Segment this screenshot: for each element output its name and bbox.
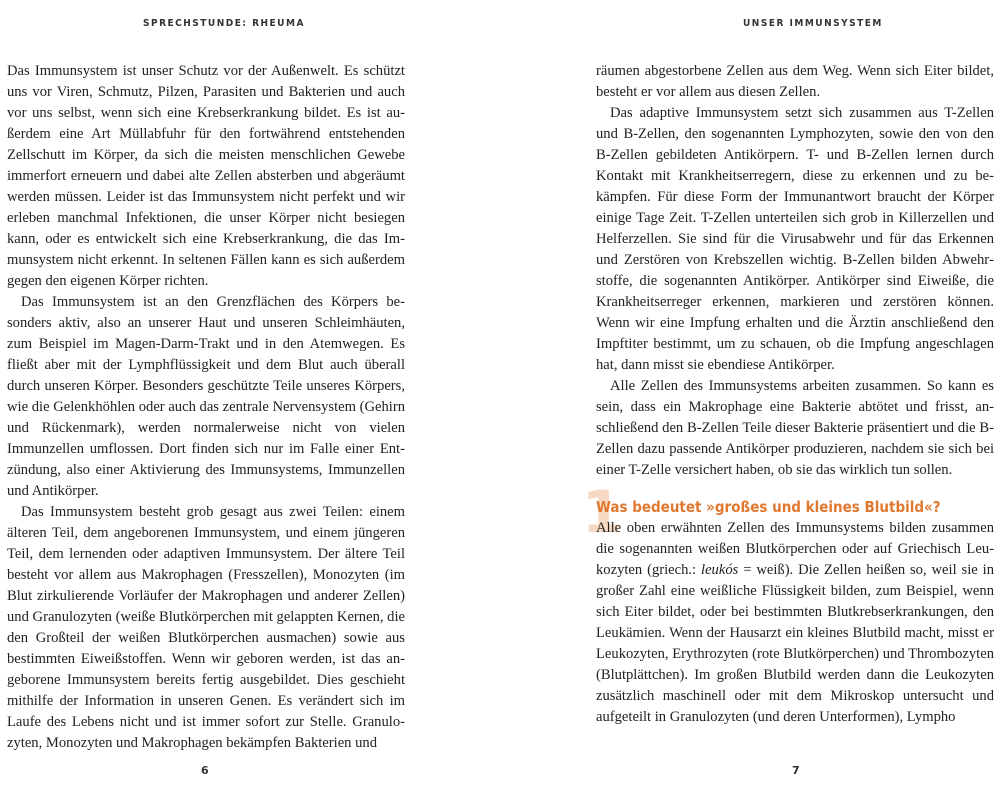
italic-term: leukós: [701, 562, 739, 578]
section-paragraph: [596, 518, 994, 728]
page-number-right: 7: [792, 764, 800, 777]
left-paragraph-1: Das Immunsystem ist unser Schutz vor der Außenwelt. Es schützt uns vor Viren, Schmutz, Pilzen, Parasiten und Bakterien und auch vor uns selbst, wenn sich eine Krebserkrankung bildet. Es ist außerdem eine Art Müllabfuhr für den fortwährend entstehenden Zellschutt im Körper, da sich die meisten menschlichen Gewebe immerfort erneuern und dabei alte Zellen absterben und abgeräumt werden müssen. Leider ist das Immunsystem nicht perfekt und wir erleben manchmal Infektionen, die unser Körper nicht besiegen kann, oder es entwickelt sich eine Krebserkrankung, die das Immunsystem nicht erkennt. In seltenen Fällen kann es sich außerdem gegen den eigenen Körper richten.: [7, 63, 405, 289]
left-paragraph-2: Das Immunsystem ist an den Grenzflächen des Körpers besonders aktiv, also an unserer Haut und unseren Schleimhäuten, zum Beispiel im Magen-Darm-Trakt und in den Atemwegen. Es fließt aber mit der Lymphflüssigkeit und dem Blut auch überall durch unseren Körper. Besonders geschützte Teile unseres Körpers, wie die Gelenkhöhlen oder auch das zentrale Nervensystem (Gehirn und Rückenmark), werden normalerweise nicht von vielen Immunzellen umflossen. Dort finden sich nur im Falle einer Entzündung, also einer Aktivierung des Immunsystems, Immunzellen und Antikörper.: [7, 294, 405, 499]
section-text-2: = weiß). Die Zellen heißen so, weil sie in großer Zahl eine weißliche Flüssigkeit bilden, zum Beispiel, wenn sich Eiter bildet, oder bei bestimmten Blutkrebserkrankungen, den Leukämien. Wenn der Hausarzt ein kleines Blutbild macht, misst er Leukozyten, Erythrozyten (rote Blutkörperchen) und Thrombozyten (Blutplättchen). Im großen Blutbild werden dann die Leukozyten zusätzlich maschinell oder mit dem Mikroskop untersucht und aufgeteilt in Granulozyten (und deren Unterformen), Lympho: [596, 562, 994, 725]
page-number-left: 6: [201, 764, 209, 777]
blutbild-section: [582, 478, 994, 728]
right-paragraph-1: räumen abgestorbene Zellen aus dem Weg. Wenn sich Eiter bildet, besteht er vor allem aus diesen Zellen.: [596, 63, 994, 100]
section-text-1: Alle oben erwähnten Zellen des Immunsystems bilden zusammen die sogenannten weißen Blutkörperchen oder auf Griechisch Leukozyten (griech.:: [596, 520, 994, 578]
right-text-block: [582, 61, 994, 728]
right-paragraph-3: Alle Zellen des Immunsystems arbeiten zusammen. So kann es sein, dass ein Makrophage eine Bakterie abtötet und frisst, anschließend den B-Zellen Teile dieser Bakterie präsentiert und die B-Zellen dazu passende Antikörper produzieren, nachdem sie sich bei einer T-Zelle versichert haben, ob sie das wirklich tun sollen.: [596, 378, 994, 478]
right-page: [500, 0, 1000, 800]
section-number: 1: [582, 478, 623, 546]
section-heading: Was bedeutet »großes und kleines Blutbild«?: [596, 498, 941, 516]
left-paragraph-3: Das Immunsystem besteht grob gesagt aus zwei Teilen: einem älteren Teil, dem angeborenen Immunsystem, und einem jüngeren Teil, dem lernenden oder adaptiven Immunsystem. Der ältere Teil besteht vor allem aus Makrophagen (Fresszellen), Monozyten (im Blut zirkulierende Vorläufer der Makrophagen und anderer Zellen) und Granulozyten (weiße Blutkörperchen mit gelappten Kernen, die den Großteil der weißen Blutkörperchen ausmachen) sowie aus bestimmten Eiweißstoffen. Wenn wir geboren werden, ist das angeborene Immunsystem bereits fertig ausgebildet. Dies geschieht mithilfe der Information in unseren Genen. Es verändert sich im Laufe des Lebens nicht und ist immer sofort zur Stelle. Granulozyten, Monozyten und Makrophagen bekämpfen Bakterien und: [7, 504, 405, 751]
left-text-block: [7, 61, 405, 754]
running-head-right: UNSER IMMUNSYSTEM: [743, 18, 883, 29]
running-head-left: SPRECHSTUNDE: RHEUMA: [143, 18, 305, 29]
right-paragraph-2: Das adaptive Immunsystem setzt sich zusammen aus T-Zellen und B-Zellen, den sogenannten Lymphozyten, sowie den von den B-Zellen gebildeten Antikörpern. T- und B-Zellen lernen durch Kontakt mit Krankheitserregern, diese zu erkennen und zu bekämpfen. Für diese Form der Immunantwort braucht der Körper einige Tage Zeit. T-Zellen unterteilen sich grob in Killerzellen und Helferzellen. Sie sind für die Virusabwehr und für das Erkennen und Zerstören von Krebszellen wichtig. B-Zellen bilden Abwehrstoffe, die sogenannten Antikörper. Antikörper sind Eiweiße, die Krankheitserreger erkennen, markieren und zerstören können. Wenn wir eine Impfung erhalten und die Ärztin anschließend den Impftiter bestimmt, um zu schauen, ob die Impfung angeschlagen hat, dann misst sie ebendiese Antikörper.: [596, 105, 994, 373]
